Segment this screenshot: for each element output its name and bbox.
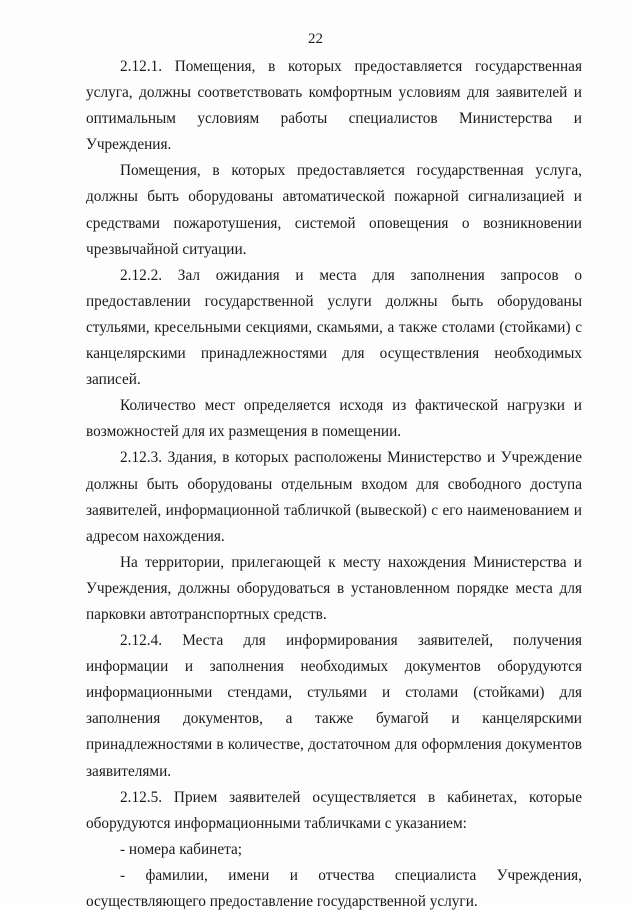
paragraph-fire-safety: Помещения, в которых предоставляется государственная услуга, должны быть оборудованы автоматической пожарной сигнализацией и средствами пожаротушения, системой оповещения о возникновении чрезвычайной ситуации. xyxy=(86,162,582,258)
list-item-room-number: - номера кабинета; xyxy=(120,840,243,858)
list-item-specialist-name: - фамилии, имени и отчества специалиста Учреждения, осуществляющего предоставление государственной услуги. xyxy=(86,866,582,910)
paragraph-2-12-1: 2.12.1. Помещения, в которых предоставляется государственная услуга, должны соответствовать комфортным условиям для заявителей и оптимальным условиям работы специалистов Министерства и Учреждения. xyxy=(86,58,582,154)
paragraph-parking: На территории, прилегающей к месту нахождения Министерства и Учреждения, должны оборудоваться в установленном порядке места для парковки автотранспортных средств. xyxy=(86,553,582,623)
paragraph-2-12-2: 2.12.2. Зал ожидания и места для заполнения запросов о предоставлении государственной услуги должны быть оборудованы стульями, кресельными секциями, скамьями, а также столами (стойками) с канцелярскими принадлежностями для осуществления необходимых записей. xyxy=(86,266,582,389)
paragraph-2-12-3: 2.12.3. Здания, в которых расположены Министерство и Учреждение должны быть оборудованы отдельным входом для свободного доступа заявителей, информационной табличкой (вывеской) с его наименованием и адресом нахождения. xyxy=(86,449,582,545)
paragraph-seat-count: Количество мест определяется исходя из фактической нагрузки и возможностей для их размещения в помещении. xyxy=(86,397,582,441)
page-number: 22 xyxy=(308,31,323,47)
document-body xyxy=(86,54,582,915)
paragraph-2-12-5: 2.12.5. Прием заявителей осуществляется в кабинетах, которые оборудуются информационными табличками с указанием: xyxy=(86,788,582,832)
paragraph-2-12-4: 2.12.4. Места для информирования заявителей, получения информации и заполнения необходимых документов оборудуются информационными стендами, стульями и столами (стойками) для заполнения документов, а также бумагой и канцелярскими принадлежностями в количестве, достаточном для оформления документов заявителями. xyxy=(86,632,582,780)
